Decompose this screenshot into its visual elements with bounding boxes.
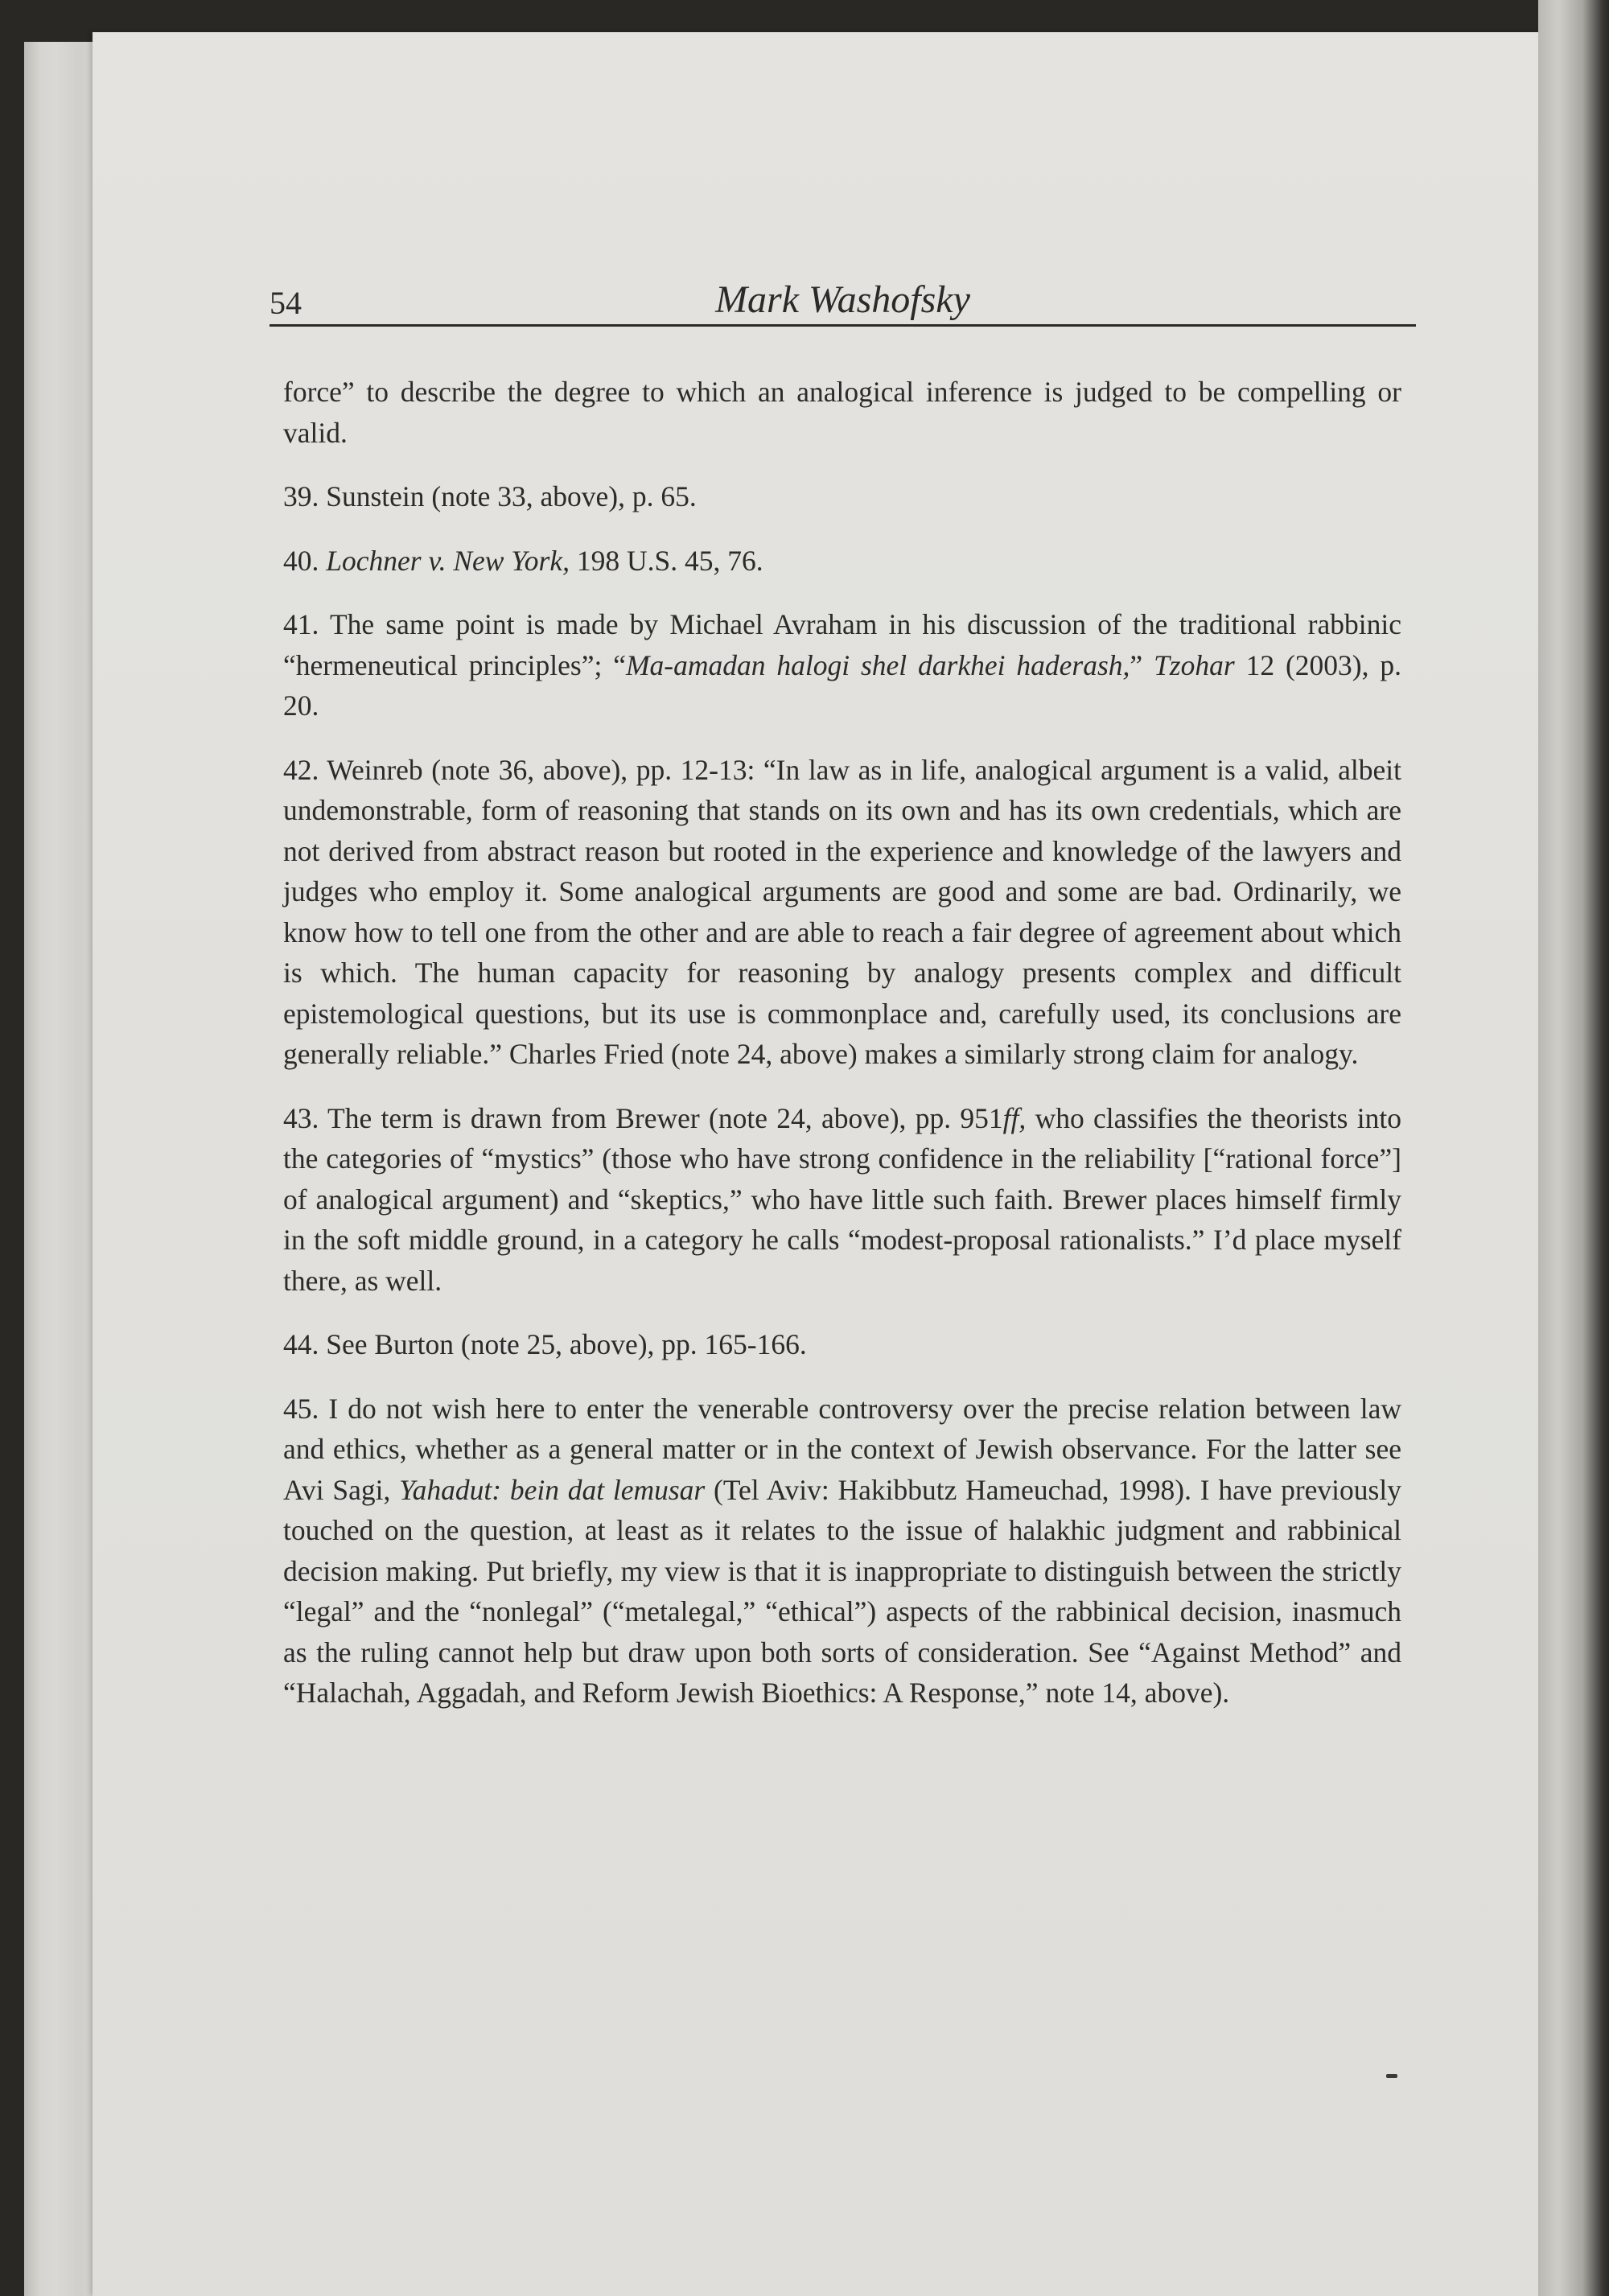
note-continuation: force” to describe the degree to which an analogical inference is judged to be compelling or valid.	[283, 376, 1401, 449]
facing-page-edge	[1538, 0, 1609, 2296]
note-40-citation: 198 U.S. 45, 76.	[576, 544, 763, 577]
page-header	[270, 278, 1416, 327]
note-43-ff: ff,	[1002, 1101, 1027, 1134]
note-41-citation: 12 (2003), p. 20.	[283, 648, 1401, 722]
note-43-text: 43. The term is drawn from Brewer (note 24, above), pp. 951	[283, 1101, 1003, 1134]
note-40-number: 40.	[283, 544, 319, 577]
note-40	[283, 541, 1401, 582]
note-42: 42. Weinreb (note 36, above), pp. 12-13: “In law as in life, analogical argument is a valid, albeit undemonstrable, form of reasoning that stands on its own and has its own credentials, which are not derived from abstract reason but rooted in the experience and knowledge of the lawyers and judges who employ it. Some analogical arguments are good and some are bad. Ordinarily, we know how to tell one from the other and are able to reach a fair degree of agreement about which is which. The human capacity for reasoning by analogy presents complex and difficult epistemological questions, but its use is commonplace and, carefully used, its conclusions are generally reliable.” Charles Fried (note 24, above) makes a similarly strong claim for analogy.	[283, 753, 1401, 1070]
note-41-journal: Tzohar	[1154, 648, 1235, 681]
note-45-rest: (Tel Aviv: Hakibbutz Hameuchad, 1998). I have previously touched on the question, at least as it relates to the issue of halakhic judgment and rabbinical decision making. Put briefly, my view is that it is inappropriate to distinguish between the strictly “legal” and the “nonlegal” (“metalegal,” “ethical”) aspects of the rabbinical decision, inasmuch as the ruling cannot help but draw upon both sorts of consideration. See “Against Method” and “Halachah, Aggadah, and Reform Jewish Bioethics: A Response,” note 14, above).	[283, 1473, 1401, 1709]
endnotes	[283, 372, 1401, 1737]
note-45	[283, 1389, 1401, 1714]
note-41-article-title: Ma-amadan halogi shel darkhei haderash,	[625, 648, 1130, 681]
note-45-book-title: Yahadut: bein dat lemusar	[399, 1473, 706, 1506]
note-45-text: 45. I do not wish here to enter the venerable controversy over the precise relation between law and ethics, whether as a general matter or in the context of Jewish observance. For the latter see Avi Sagi,	[283, 1392, 1401, 1506]
note-41-text: 41. The same point is made by Michael Avraham in his discussion of the traditional rabbinic “hermeneutical principles”; “	[283, 608, 1401, 681]
note-41-quote-close: ”	[1130, 648, 1154, 681]
note-41	[283, 604, 1401, 726]
note-43-rest: who classifies the theorists into the categories of “mystics” (those who have strong confidence in the reliability [“rational force”] of analogical argument) and “skeptics,” who have little such faith. Brewer places himself firmly in the soft middle ground, in a category he calls “modest-proposal rationalists.” I’d place myself there, as well.	[283, 1101, 1401, 1297]
note-39: 39. Sunstein (note 33, above), p. 65.	[283, 480, 697, 512]
ink-mark	[1386, 2074, 1397, 2078]
note-43	[283, 1098, 1401, 1302]
note-44: 44. See Burton (note 25, above), pp. 165-166.	[283, 1328, 807, 1360]
running-head: Mark Washofsky	[715, 278, 970, 321]
note-40-case-title: Lochner v. New York,	[326, 544, 570, 577]
page-number: 54	[270, 285, 302, 321]
